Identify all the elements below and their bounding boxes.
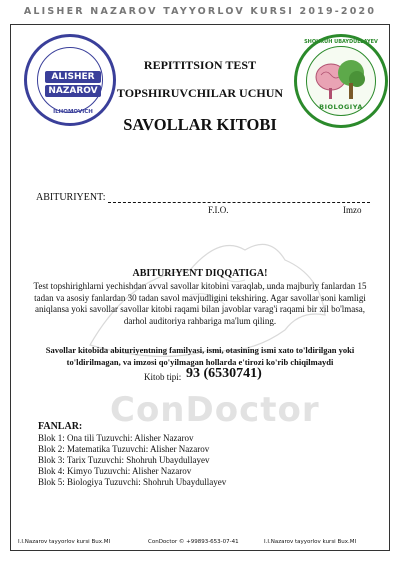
footer-left: I.I.Nazarov tayyorlov kursi Bux.MI [18, 539, 111, 545]
subjects-list [38, 433, 226, 488]
footer-middle: ConDoctor © +99893-653-07-41 [148, 539, 239, 545]
notice-warning: Savollar kitobida abituriyentning familyasi, ismi, otasining ismi xato to'ldirilgan yoki to'ldirilmagan, va imzosi qo'yilmagan hollarda e'tirozi ko'rib chiqilmaydi [45, 345, 355, 367]
subject-item: Blok 3: Tarix Tuzuvchi: Shohruh Ubaydullayev [38, 455, 210, 465]
subject-item: Blok 2: Matematika Tuzuvchi: Alisher Nazarov [38, 444, 210, 454]
imzo-label: Imzo [343, 205, 362, 215]
subject-item: Blok 1: Ona tili Tuzuvchi: Alisher Nazarov [38, 433, 194, 443]
abituriyent-name-field[interactable] [108, 202, 370, 203]
subjects-heading: FANLAR: [38, 421, 83, 432]
biologiya-seal [294, 34, 388, 128]
title-line-1: REPITITSION TEST [143, 58, 257, 72]
subject-item: Blok 4: Kimyo Tuzuvchi: Alisher Nazarov [38, 466, 192, 476]
seal-top-text: SHOHRUH UBAYDULLAYEV [304, 39, 378, 45]
notice-heading: ABITURIYENT DIQQATIGA! [132, 268, 268, 279]
book-type-value: 93 (6530741) [186, 366, 262, 381]
course-header: ALISHER NAZAROV TAYYORLOV KURSI 2019-2020 [23, 6, 377, 17]
alisher-nazarov-seal [24, 34, 116, 126]
book-type-label: Kitob tipi: [144, 372, 182, 382]
footer-right: I.I.Nazarov tayyorlov kursi Bux.MI [264, 539, 357, 545]
seal-name-bottom: NAZAROV [45, 85, 101, 97]
fio-label: F.I.O. [208, 205, 229, 215]
seal-subtitle: ILHOMOVICH [53, 109, 93, 115]
condoctor-watermark: ConDoctor [110, 390, 320, 430]
notice-paragraph: Test topshirighlarni yechishdan avval savollar kitobini varaqlab, unda majburiy fanlardan 15 tadan va asosiy fanlardan 30 tadan savol mavjudligini tekshiring. Agar savollar soni kamligi aniqlansa yoki savollar savollar kitobi raqami bilan javoblar varag'i raqami bir xil bo'lmasa, darhol auditoriya rahbariga ma'lum qiling. [33, 281, 367, 326]
subject-item: Blok 5: Biologiya Tuzuvchi: Shohruh Ubaydullayev [38, 477, 227, 487]
seal-bottom-text: BIOLOGIYA [319, 103, 363, 111]
seal-name-top: ALISHER [45, 71, 101, 83]
abituriyent-label: ABITURIYENT: [36, 192, 106, 203]
page-title: SAVOLLAR KITOBI [123, 115, 277, 134]
title-line-2: TOPSHIRUVCHILAR UCHUN [116, 86, 284, 100]
